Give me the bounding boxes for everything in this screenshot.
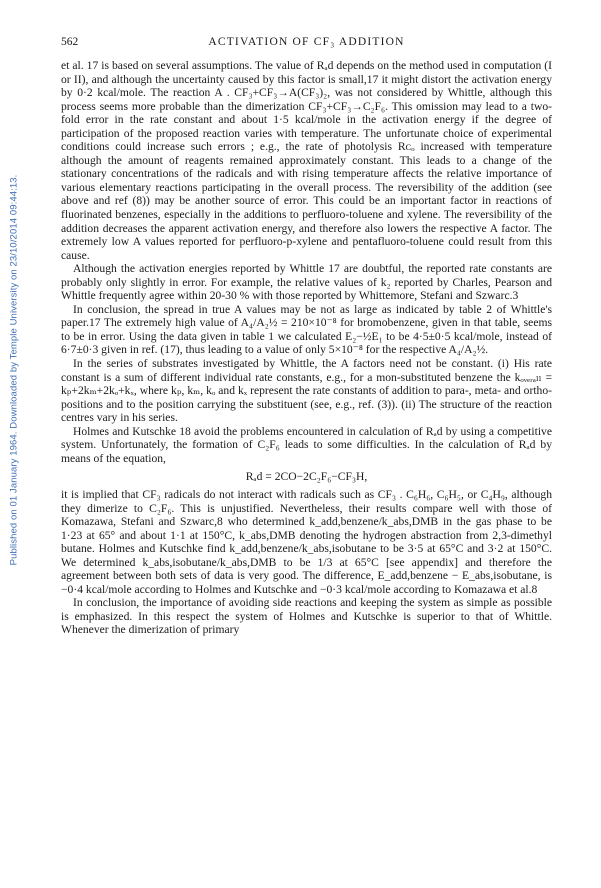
page-content	[61, 36, 552, 637]
running-title: ACTIVATION OF CF₃ ADDITION	[208, 36, 405, 48]
watermark-text: Published on 01 January 1964. Downloaded by Temple University on 23/10/2014 09:44:13.	[8, 174, 20, 566]
page-number: 562	[61, 36, 79, 48]
article-body	[61, 59, 552, 637]
paragraph-7: In conclusion, the importance of avoiding side reactions and keeping the system as simple as possible is emphasized. In this respect the system of Holmes and Kutschke is superior to that of Whittle. Whenever the dimerization of primary	[61, 596, 552, 637]
equation-rad: Rₐd = 2CO−2C₂F₆−CF₃H,	[245, 470, 368, 484]
paragraph-5: Holmes and Kutschke 18 avoid the problems encountered in calculation of Rₐd by using a competitive system. Unfortunately, the formation of C₂F₆ leads to some difficulties. In the calculation of Rₐd by means of the equation,	[61, 424, 552, 465]
running-head	[61, 36, 552, 56]
paragraph-3: In conclusion, the spread in true A values may be not as large as indicated by table 2 of Whittle's paper.17 The extremely high value of A₄/A₂½ = 210×10⁻⁸ for bromobenzene, given in that table, seems to be in error. Using the data given in table 1 we calculated E₂−½E₁ to be 4·5±0·5 kcal/mole, instead of 6·7±0·3 given in ref. (17), thus leading to a value of only 5×10⁻⁸ for the respective A₄/A₂½.	[61, 302, 552, 357]
paragraph-6: it is implied that CF₃ radicals do not interact with radicals such as CF₃ . C₆H₆, C₆H₅, or C₄H₉, although they dimerize to C₂F₆. This is unjustified. Nevertheless, their results compare well with those of Komazawa, Stefani and Szwarc,8 who determined k_add,benzene/k_abs,DMB in the gas phase to be 1·23 at 65° and about 1·1 at 150°C, k_abs,DMB denoting the hydrogen abstraction from 2,3-dimethyl butane. Holmes and Kutschke find k_add,benzene/k_abs,isobutane to be 3·5 at 65°C and 3·2 at 150°C. We determined k_abs,isobutane/k_abs,DMB to be 1/3 at 65°C [see appendix] and therefore the agreement between both sets of data is very good. The difference, E_add,benzene − E_abs,isobutane, is −0·4 kcal/mole according to Holmes and Kutschke and −0·3 kcal/mole according to Komazawa et al.8	[61, 487, 552, 596]
paragraph-1: et al. 17 is based on several assumptions. The value of Rₐd depends on the method used in computation (I or II), and although the uncertainty caused by this factor is small,17 it might distort the activation energy by 0·2 kcal/mole. The reaction A . CF₃+CF₃→A(CF₃)₂, was not considered by Whittle, although this process seems more probable than the dimerization CF₃+CF₃→C₂F₆. This omission may lead to a two-fold error in the rate constant and about 1·5 kcal/mole in the activation energy if the degree of participation of the proposed reaction varies with temperature. The unfortunate choice of experimental conditions could increase such errors ; e.g., the rate of photolysis Rᴄₒ increased with temperature although the amount of reagents remained approximately constant. This leads to a change of the stationary concentrations of the radicals and with rising temperature affects the relative importance of various elementary reactions participating in the overall process. The reversibility of the addition (see above and ref (8)) may be another source of error. This could be an important factor in reactions of fluorinated benzenes, especially in the additions to perfluoro-toluene and xylene. The reversibility of the addition decreases the apparent activation energy, and therefore also lowers the respective A factor. The extremely low A values reported for perfluoro-p-xylene and pentafluoro-toluene could result from this cause.	[61, 59, 552, 262]
paragraph-2: Although the activation energies reported by Whittle 17 are doubtful, the reported rate constants are probably only slightly in error. For example, the relative values of k₂ reported by Charles, Pearson and Whittle frequently agree within 20-30 % with those reported by Whittemore, Stefani and Szwarc.3	[61, 262, 552, 303]
publication-watermark	[0, 0, 28, 888]
paragraph-4: In the series of substrates investigated by Whittle, the A factors need not be constant. (i) His rate constant is a sum of different individual rate constants, e.g., for a mon-substituted benzene the kₒᵥₑᵣₐₗₗ = kₚ+2kₘ+2kₒ+kₓ, where kₚ, kₘ, kₒ and kₓ represent the rate constants of addition to para-, meta- and ortho-positions and to the position carrying the substituent (see, e.g., ref. (3)). (ii) The structure of the reaction centres vary in his series.	[61, 357, 552, 425]
